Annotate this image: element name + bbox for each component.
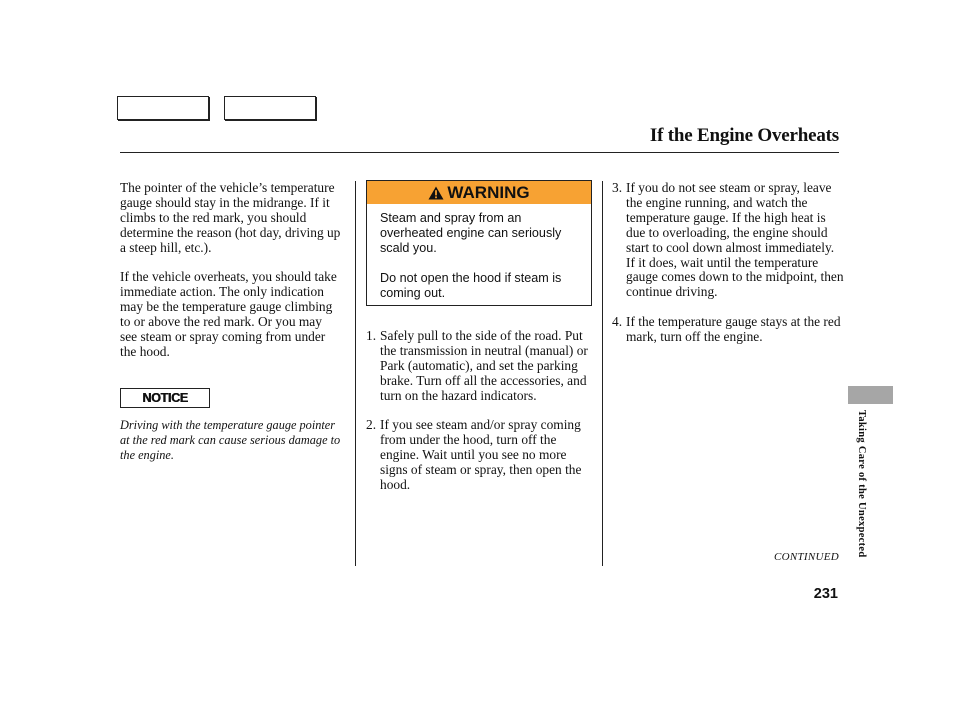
intro-paragraph-1: The pointer of the vehicle’s temperature gauge should stay in the midrange. If it climbs to the red mark, you should determine the reason (hot day, driving up a steep hill, etc.).: [120, 180, 341, 255]
step-number: 3.: [612, 180, 623, 195]
notice-text: Driving with the temperature gauge pointer at the red mark can cause serious damage to the engine.: [120, 418, 341, 462]
step-number: 1.: [366, 328, 377, 343]
warning-label: WARNING: [447, 182, 530, 202]
intro-paragraph-2: If the vehicle overheats, you should take immediate action. The only indication may be the temperature gauge climbing to or above the red mark. Or you may see steam or spray coming from under the hood.: [120, 269, 337, 359]
page-number: 231: [813, 586, 838, 602]
step-number: 2.: [366, 417, 377, 433]
step-text: If you do not see steam or spray, leave the engine running, and watch the temperature gauge. If the high heat is due to overloading, the engine should start to cool down almost immediately. If it does, wait until the temperature gauge comes down to the midpoint, then continue driving.: [626, 180, 844, 300]
step-text: If the temperature gauge stays at the red mark, turn off the engine.: [626, 314, 841, 345]
warning-text-2: Do not open the hood if steam is coming out.: [380, 270, 562, 300]
step-item: [366, 329, 592, 404]
title-rule: [120, 152, 839, 153]
step-number: 4.: [612, 314, 623, 330]
column-divider-2: [602, 181, 603, 566]
column-3: [612, 181, 846, 360]
step-text: Safely pull to the side of the road. Put the transmission in neutral (manual) or Park (automatic), and set the parking brake. Turn off all the accessories, and turn on the hazard indicators.: [380, 328, 588, 403]
step-text: If you see steam and/or spray coming from under the hood, turn off the engine. Wait until you see no more signs of steam or spray, then open the hood.: [380, 417, 582, 493]
warning-triangle-icon: [428, 186, 444, 200]
section-tab[interactable]: [848, 386, 893, 404]
warning-header: [367, 181, 591, 204]
nav-button-next[interactable]: [224, 96, 316, 120]
warning-box: [366, 180, 592, 306]
notice-label: NOTICE: [120, 388, 210, 408]
nav-button-previous[interactable]: [117, 96, 209, 120]
step-item: [366, 418, 592, 493]
column-divider-1: [355, 181, 356, 566]
column-2: [366, 329, 592, 508]
warning-body: [367, 204, 591, 300]
column-1: [120, 181, 342, 375]
section-label: Taking Care of the Unexpected: [856, 410, 867, 558]
page-title: If the Engine Overheats: [649, 125, 839, 146]
continued-label: CONTINUED: [773, 551, 839, 563]
warning-text-1: Steam and spray from an overheated engine can seriously scald you.: [380, 211, 562, 255]
step-item: [612, 315, 846, 345]
step-item: [612, 181, 846, 300]
